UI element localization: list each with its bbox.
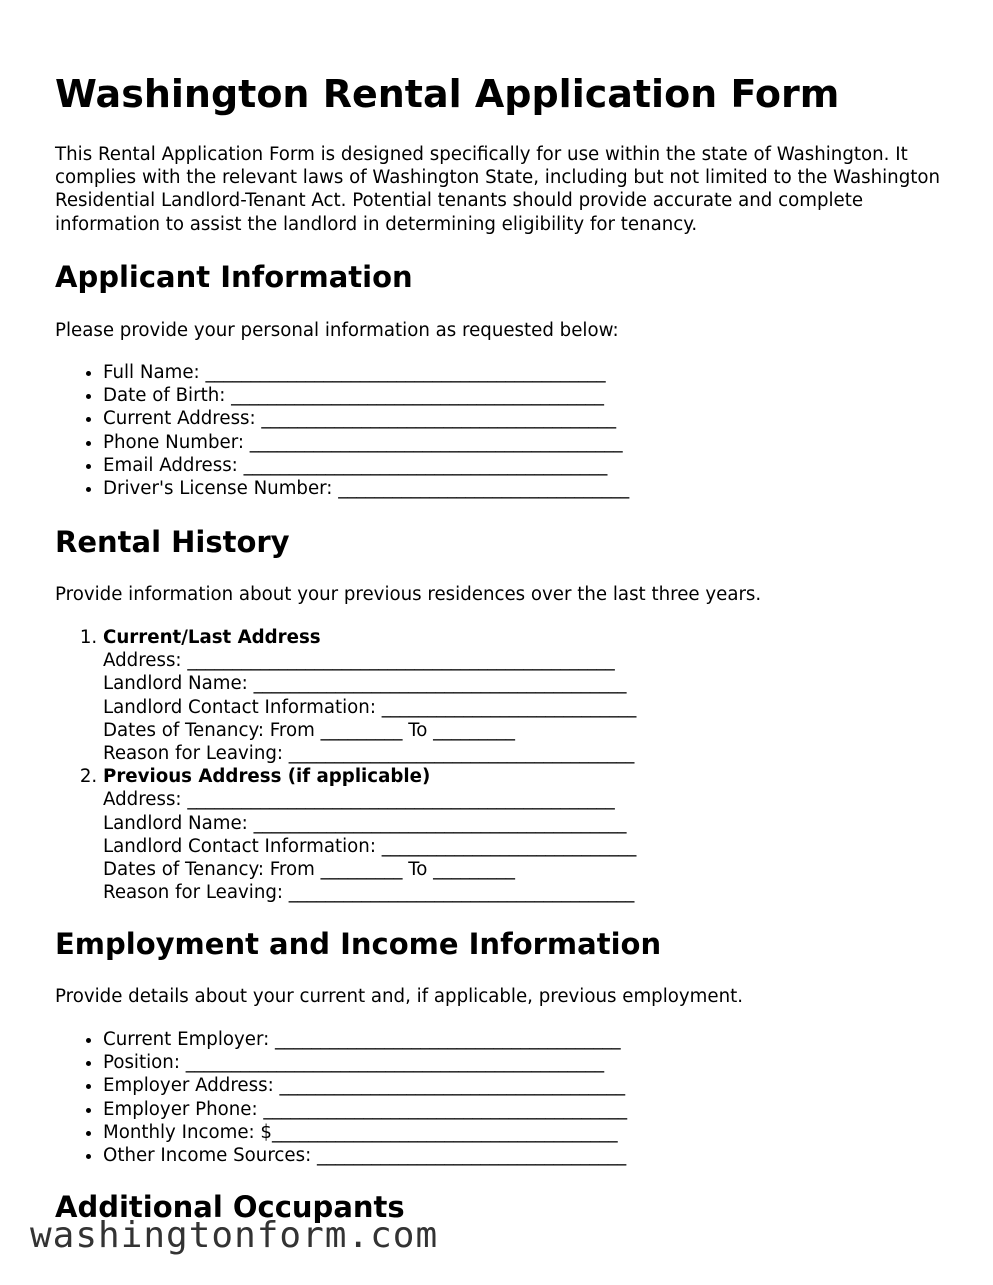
- field-landlord-contact[interactable]: Landlord Contact Information: ____________________________: [103, 696, 637, 718]
- field-email-address[interactable]: • Email Address: ________________________________________: [103, 454, 629, 477]
- field-dates-of-tenancy[interactable]: Dates of Tenancy: From _________ To _________: [103, 859, 516, 881]
- field-position[interactable]: • Position: ______________________________________________: [103, 1051, 627, 1074]
- applicant-heading: Applicant Information: [55, 260, 413, 294]
- intro-paragraph: This Rental Application Form is designed specifically for use within the state of Washington. It complies with the relevant laws of Washington State, including but not limited to the Washington Residential Landlord-Tenant Act. Potential tenants should provide accurate and complete information to assist the landlord in determining eligibility for tenancy.: [55, 144, 941, 235]
- field-monthly-income[interactable]: • Monthly Income: $______________________________________: [103, 1121, 627, 1144]
- field-landlord-name[interactable]: Landlord Name: _________________________________________: [103, 673, 627, 695]
- rental-history-list: [55, 626, 636, 904]
- employment-field-list: [55, 1028, 627, 1167]
- field-date-of-birth[interactable]: • Date of Birth: _________________________________________: [103, 384, 629, 407]
- watermark: washingtonform.com: [30, 1215, 439, 1256]
- field-full-name[interactable]: • Full Name: ____________________________________________: [103, 361, 629, 384]
- rental-history-lead: Provide information about your previous residences over the last three years.: [55, 584, 762, 605]
- field-current-address[interactable]: • Current Address: _______________________________________: [103, 407, 629, 430]
- field-reason-for-leaving[interactable]: Reason for Leaving: ______________________________________: [103, 882, 635, 904]
- field-current-employer[interactable]: • Current Employer: ______________________________________: [103, 1028, 627, 1051]
- field-address[interactable]: Address: _______________________________________________: [103, 650, 615, 672]
- field-other-income[interactable]: • Other Income Sources: __________________________________: [103, 1144, 627, 1167]
- field-drivers-license[interactable]: • Driver's License Number: ________________________________: [103, 477, 629, 500]
- field-dates-of-tenancy[interactable]: Dates of Tenancy: From _________ To _________: [103, 719, 516, 741]
- field-landlord-name[interactable]: Landlord Name: _________________________________________: [103, 812, 627, 834]
- field-landlord-contact[interactable]: Landlord Contact Information: ____________________________: [103, 835, 637, 857]
- field-reason-for-leaving[interactable]: Reason for Leaving: ______________________________________: [103, 743, 635, 765]
- field-phone-number[interactable]: • Phone Number: _________________________________________: [103, 431, 629, 454]
- rental-entry-title: 2. Previous Address (if applicable): [103, 766, 431, 788]
- field-employer-address[interactable]: • Employer Address: ______________________________________: [103, 1074, 627, 1097]
- page-title: Washington Rental Application Form: [55, 72, 840, 116]
- rental-entry: [103, 765, 636, 904]
- applicant-field-list: [55, 361, 629, 500]
- field-address[interactable]: Address: _______________________________________________: [103, 789, 615, 811]
- rental-entry-title: 1. Current/Last Address: [103, 627, 321, 648]
- employment-heading: Employment and Income Information: [55, 927, 662, 961]
- rental-history-heading: Rental History: [55, 525, 290, 559]
- applicant-lead: Please provide your personal information as requested below:: [55, 320, 619, 341]
- field-employer-phone[interactable]: • Employer Phone: ________________________________________: [103, 1098, 627, 1121]
- occupants-heading: Additional Occupants: [55, 1190, 405, 1224]
- rental-entry: [103, 626, 636, 765]
- employment-lead: Provide details about your current and, if applicable, previous employment.: [55, 986, 744, 1007]
